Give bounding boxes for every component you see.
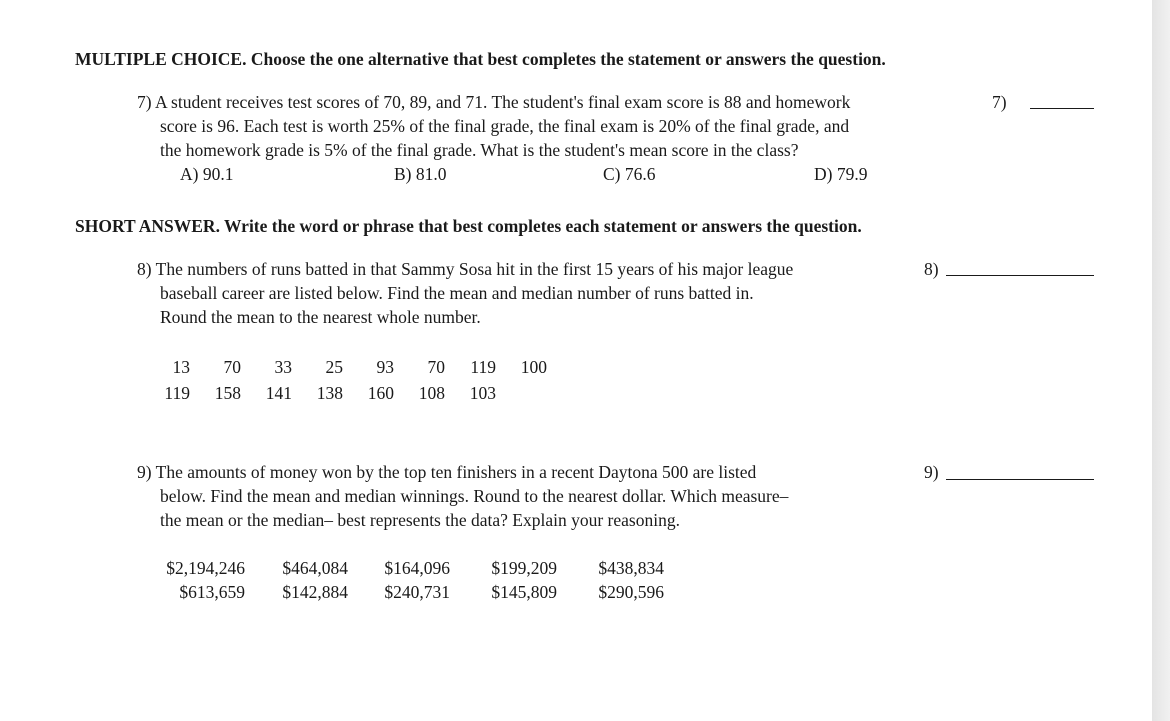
q7-option-b: B) 81.0: [394, 164, 447, 184]
q8-value: 119: [164, 383, 190, 403]
q9-value: $145,809: [491, 582, 557, 602]
q9-value: $290,596: [598, 582, 664, 602]
q9-line-1: 9) The amounts of money won by the top ten finishers in a recent Daytona 500 are listed: [137, 462, 757, 482]
q7-option-c: C) 76.6: [603, 164, 656, 184]
q8-value: 93: [376, 357, 394, 377]
q9-value: $464,084: [282, 558, 348, 578]
q8-value: 70: [427, 357, 445, 377]
q8-value: 70: [223, 357, 241, 377]
q9-value: $240,731: [384, 582, 450, 602]
q8-answer-blank[interactable]: [946, 275, 1094, 276]
q7-answer-label: 7): [992, 92, 1007, 112]
q7-line-1: 7) A student receives test scores of 70, 89, and 71. The student's final exam score is 88 and homework: [137, 92, 851, 112]
q8-line-2: baseball career are listed below. Find the mean and median number of runs batted in.: [160, 283, 754, 303]
q7-option-d: D) 79.9: [814, 164, 868, 184]
q8-value: 33: [274, 357, 292, 377]
q9-value: $438,834: [598, 558, 664, 578]
mc-section-heading: MULTIPLE CHOICE. Choose the one alternative that best completes the statement or answers the question.: [75, 49, 886, 69]
page-edge-shadow: [1152, 0, 1170, 721]
q8-value: 119: [470, 357, 496, 377]
q8-value: 138: [316, 383, 343, 403]
q9-line-2: below. Find the mean and median winnings. Round to the nearest dollar. Which measure–: [160, 486, 789, 506]
sa-section-heading: SHORT ANSWER. Write the word or phrase that best completes each statement or answers the question.: [75, 216, 862, 236]
q9-value: $2,194,246: [166, 558, 245, 578]
q8-value: 103: [469, 383, 496, 403]
q8-answer-label: 8): [924, 259, 939, 279]
q9-line-3: the mean or the median– best represents the data? Explain your reasoning.: [160, 510, 680, 530]
q9-value: $199,209: [491, 558, 557, 578]
q8-value: 108: [418, 383, 445, 403]
q9-value: $164,096: [384, 558, 450, 578]
q7-option-a: A) 90.1: [180, 164, 234, 184]
q8-value: 13: [172, 357, 190, 377]
q9-value: $142,884: [282, 582, 348, 602]
q8-value: 100: [520, 357, 547, 377]
q8-value: 141: [265, 383, 292, 403]
q8-value: 25: [325, 357, 343, 377]
q8-value: 160: [367, 383, 394, 403]
q8-line-1: 8) The numbers of runs batted in that Sammy Sosa hit in the first 15 years of his major league: [137, 259, 794, 279]
q9-value: $613,659: [179, 582, 245, 602]
q8-value: 158: [214, 383, 241, 403]
q7-line-2: score is 96. Each test is worth 25% of the final grade, the final exam is 20% of the final grade, and: [160, 116, 850, 136]
q9-answer-blank[interactable]: [946, 479, 1094, 480]
q9-answer-label: 9): [924, 462, 939, 482]
q8-line-3: Round the mean to the nearest whole number.: [160, 307, 481, 327]
q7-answer-blank[interactable]: [1030, 108, 1094, 109]
q7-line-3: the homework grade is 5% of the final grade. What is the student's mean score in the class?: [160, 140, 799, 160]
